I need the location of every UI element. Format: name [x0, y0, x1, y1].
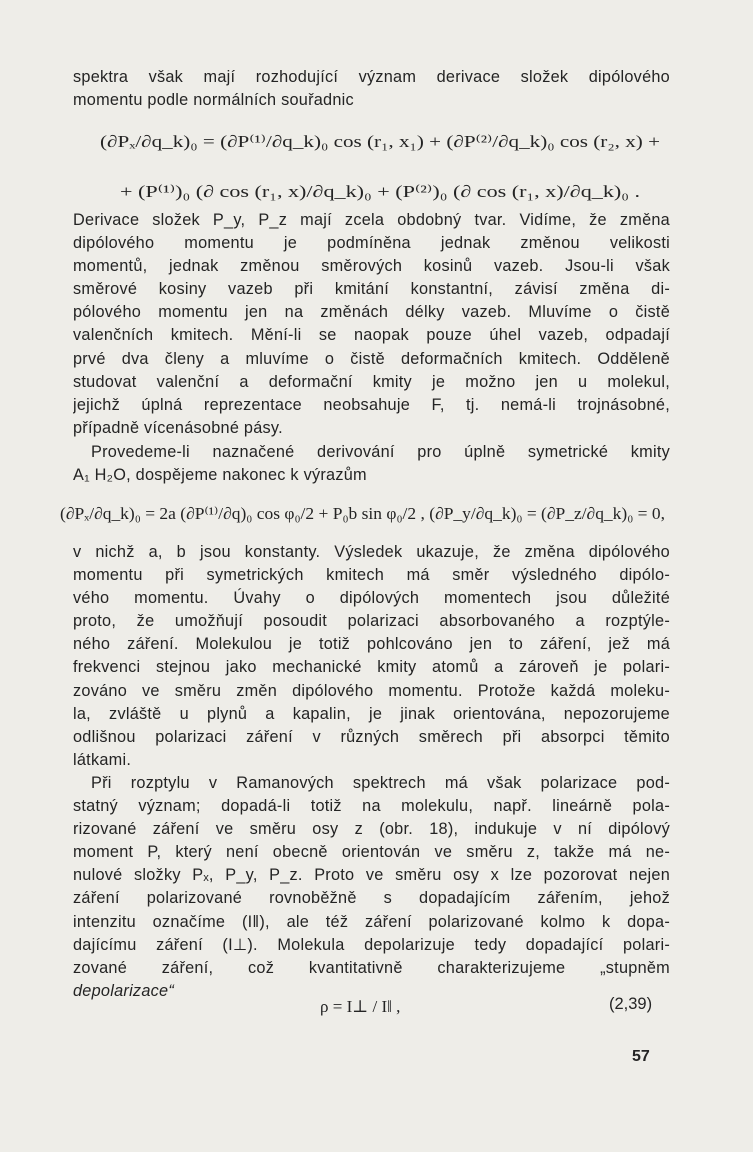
text-line: Derivace složek P_y, P_z mají zcela obdobný tvar. Vidíme, že změna	[73, 211, 670, 229]
text-line: momentu při symetrických kmitech má směr výsledného dipólo-	[73, 566, 670, 585]
page-number: 57	[632, 1048, 650, 1065]
text-line: záření polarizované rovnoběžně s dopadajícím zářením, jehož	[73, 889, 670, 908]
text-line: Provedeme-li naznačené derivování pro úplně symetrické kmity	[91, 443, 670, 461]
text-line: statný význam; dopadá-li totiž na molekulu, např. lineárně pola-	[73, 797, 670, 816]
equation-line-2: + (P⁽¹⁾)₀ (∂ cos (r₁, x)/∂q_k)₀ + (P⁽²⁾)₀ (∂ cos (r₁, x)/∂q_k)₀ .	[120, 182, 640, 201]
equation-h2o-symmetric	[60, 487, 680, 539]
text-line: zované záření, což kvantitativně charakterizujeme „stupněm	[73, 958, 670, 977]
text-line: valenčních kmitech. Mění-li se naopak pouze úhel vazeb, odpadají	[73, 326, 670, 345]
paragraph-symmetric	[73, 441, 670, 487]
text-line: vého momentu. Úvahy o dipólových momentech jsou důležité	[73, 589, 670, 608]
text-line: la, zvláště u plynů a kapalin, je jinak orientována, nepozorujeme	[73, 704, 670, 723]
text-line: Při rozptylu v Ramanových spektrech má však polarizace pod-	[91, 774, 670, 792]
paragraph-raman	[73, 772, 670, 1003]
paragraph-intro	[73, 66, 670, 112]
text-line: nulové složky Pₓ, P_y, P_z. Proto ve směru osy x lze pozorovat nejen	[73, 866, 670, 885]
equation-dipole-derivative	[100, 115, 680, 215]
paragraph-derivatives	[73, 209, 670, 440]
equation-h2o-text: (∂Pₓ/∂q_k)₀ = 2a (∂P⁽¹⁾/∂q)₀ cos φ₀/2 + P₀b sin φ₀/2 , (∂P_y/∂q_k)₀ = (∂P_z/∂q_k)₀ = 0,	[60, 504, 665, 523]
text-line: zováno ve směru změn dipólového momentu. Protože každá moleku-	[73, 681, 670, 700]
text-line: A₁ H₂O, dospějeme nakonec k výrazům	[73, 466, 367, 485]
text-line: studovat valenční a deformační kmity je možno jen u molekul,	[73, 372, 670, 391]
text-line: rizované záření ve směru osy z (obr. 18), indukuje v ní dipólový	[73, 820, 670, 839]
text-line: ného záření. Molekulou je totiž pohlcováno jen to záření, jež má	[73, 635, 670, 654]
text-line: momentů, jednak změnou směrových kosinů vazeb. Jsou-li však	[73, 257, 670, 276]
text-line: případně vícenásobné pásy.	[73, 418, 283, 437]
text-line: moment P, který není obecně orientován ve směru z, takže má ne-	[73, 843, 670, 862]
text-line: momentu podle normálních souřadnic	[73, 91, 354, 110]
paragraph-result	[73, 541, 670, 772]
text-line: jejichž úplná reprezentace neobsahuje F, tj. nemá-li trojnásobné,	[73, 395, 670, 414]
equation-depolarization	[320, 982, 440, 1032]
text-line: dajícímu záření (I⊥). Molekula depolarizuje tedy dopadající polari-	[73, 935, 670, 954]
equation-line-1: (∂Pₓ/∂q_k)₀ = (∂P⁽¹⁾/∂q_k)₀ cos (r₁, x₁) + (∂P⁽²⁾/∂q_k)₀ cos (r₂, x) +	[100, 132, 660, 151]
equation-depolarization-text: ρ = I⊥ / I‖ ,	[320, 997, 401, 1016]
text-line: intenzitu označíme (I‖), ale též záření polarizované kolmo k dopa-	[73, 912, 670, 931]
text-line: dipólového momentu je podmíněna jednak změnou velikosti	[73, 234, 670, 253]
text-line: směrové kosiny vazeb při kmitání konstantní, závisí změna di-	[73, 280, 670, 299]
equation-number: (2,39)	[609, 995, 653, 1013]
text-line: látkami.	[73, 750, 132, 769]
text-line: depolarizace“	[73, 981, 174, 1000]
text-line: odlišnou polarizaci záření v různých směrech při absorpci těmito	[73, 727, 670, 746]
text-line: prvé dva členy a mluvíme o čistě deformačních kmitech. Odděleně	[73, 349, 670, 368]
text-line: proto, že umožňují posoudit polarizaci absorbovaného a rozptýle-	[73, 612, 670, 631]
text-line: pólového momentu jen na změnách délky vazeb. Mluvíme o čistě	[73, 303, 670, 322]
text-line: v nichž a, b jsou konstanty. Výsledek ukazuje, že změna dipólového	[73, 543, 670, 561]
text-line: spektra však mají rozhodující význam derivace složek dipólového	[73, 68, 670, 86]
text-line: frekvenci stejnou jako mechanické kmity atomů a zároveň je polari-	[73, 658, 670, 677]
